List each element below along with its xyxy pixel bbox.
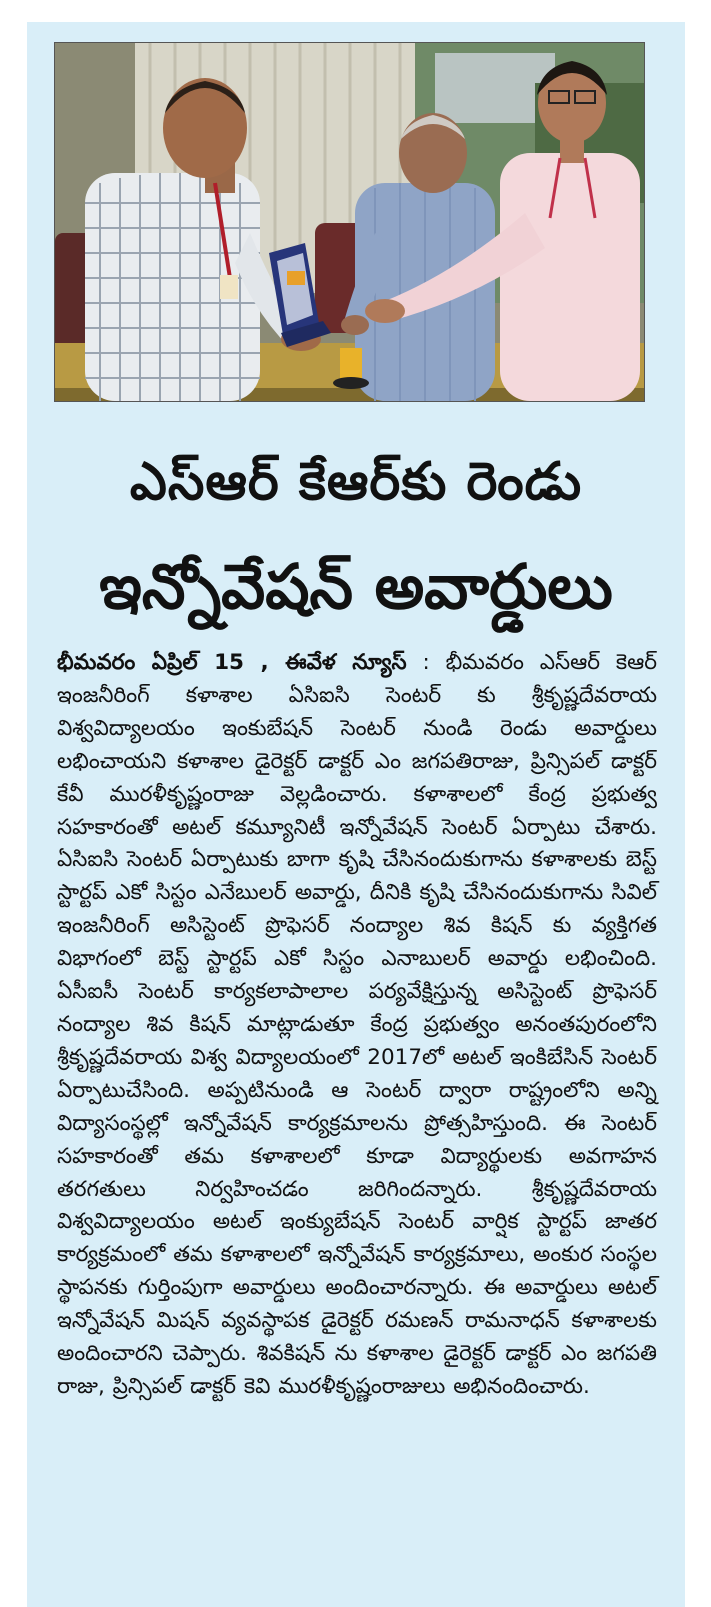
award-presentation-photo [54, 42, 645, 402]
dateline: భీమవరం ఏప్రిల్ 15 , ఈవేళ న్యూస్ [57, 650, 407, 675]
headline-line-2: ఇన్నోవేషన్ అవార్డులు [99, 550, 613, 623]
article-body [57, 647, 657, 1404]
article-text: : భీమవరం ఎస్ఆర్ కెఆర్ ఇంజనీరింగ్ కళాశాల ఏసిఐసి సెంటర్ కు శ్రీకృష్ణదేవరాయ విశ్వవిద్యాలయం ఇంకుబేషన్ సెంటర్ నుండి రెండు అవార్డులు లభించాయని కళాశాల డైరెక్టర్ డాక్టర్ ఎం జగపతిరాజు, ప్రిన్సిపల్ డాక్టర్ కేవీ మురళీకృష్ణంరాజు వెల్లడించారు. కళాశాలలో కేంద్ర ప్రభుత్వ సహకారంతో అటల్ కమ్యూనిటీ ఇన్నోవేషన్ సెంటర్ ఏర్పాటు చేశారు. ఏసిఐసి సెంటర్ ఏర్పాటుకు బాగా కృషి చేసినందుకుగాను కళాశాలకు బెస్ట్ స్టార్టప్ ఎకో సిస్టం ఎనేబులర్ అవార్డు, దీనికి కృషి చేసినందుకుగాను సివిల్ ఇంజనీరింగ్ అసిస్టెంట్ ప్రొఫెసర్ నంద్యాల శివ కిషన్ కు వ్యక్తిగత విభాగంలో బెస్ట్ స్టార్టప్ ఎకో సిస్టం ఎనాబులర్ అవార్డు లభించింది. ఏసీఐసీ సెంటర్ కార్యకలాపాలాల పర్యవేక్షిస్తున్న అసిస్టెంట్ ప్రొఫెసర్ నంద్యాల శివ కిషన్ మాట్లాడుతూ కేంద్ర ప్రభుత్వం అనంతపురంలోని శ్రీకృష్ణదేవరాయ విశ్వ విద్యాలయంలో 2017లో అటల్ ఇంకిబేసిన్ సెంటర్ ఏర్పాటుచేసింది. అప్పటినుండి ఆ సెంటర్ ద్వారా రాష్ట్రంలోని అన్ని విద్యాసంస్థల్లో ఇన్నోవేషన్ కార్యక్రమాలను ప్రోత్సహిస్తుంది. ఈ సెంటర్ సహకారంతో తమ కళాశాలలో కూడా విద్యార్థులకు అవగాహన తరగతులు నిర్వహించడం జరిగిందన్నారు. శ్రీకృష్ణదేవరాయ విశ్వవిద్యాలయం అటల్ ఇంక్యుబేషన్ సెంటర్ వార్షిక స్టార్టప్ జాతర కార్యక్రమంలో తమ కళాశాలలో ఇన్నోవేషన్ కార్యక్రమాలు, అంకుర సంస్థల స్థాపనకు గుర్తింపుగా అవార్డులు అందించారన్నారు. ఈ అవార్డులు అటల్ ఇన్నోవేషన్ మిషన్ వ్యవస్థాపక డైరెక్టర్ రమణన్ రామనాధన్ కళాశాలకు అందించారని చెప్పారు. శివకిషన్ ను కళాశాల డైరెక్టర్ డాక్టర్ ఎం జగపతి రాజు, ప్రిన్సిపల్ డాక్టర్ కెవి మురళీకృష్ణంరాజులు అభినందించారు. [57, 650, 657, 1399]
news-clipping [27, 22, 685, 1607]
headline-line-1: ఎస్‌ఆర్ కేఆర్‌కు రెండు [129, 452, 583, 512]
